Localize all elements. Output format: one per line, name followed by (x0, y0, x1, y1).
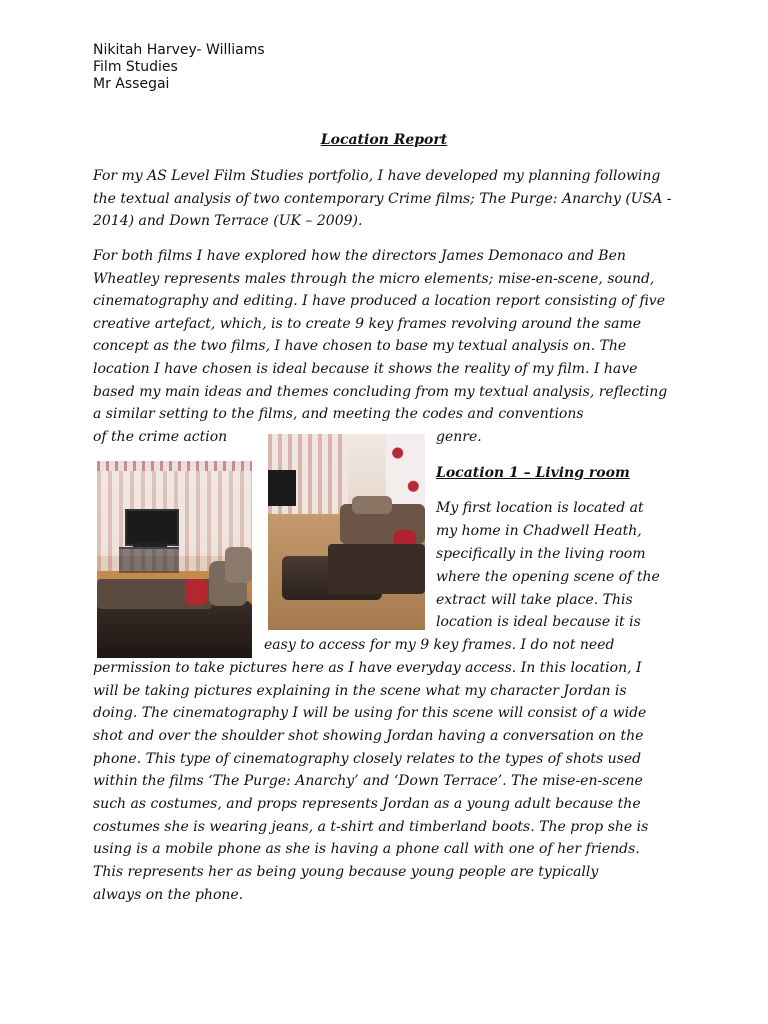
subject-name: Film Studies (93, 59, 178, 75)
text-line: This represents her as being young because young people are typically (93, 864, 599, 880)
living-room-photo-tv (97, 461, 252, 658)
text-line: phone. This type of cinematography closely relates to the types of shots used (93, 751, 642, 767)
intro-paragraph: For my AS Level Film Studies portfolio, I have developed my planning following the textual analysis of two contemporary Crime films; The Purge: Anarchy (USA - 2014) and Down Terrace (UK – 2009). (93, 168, 672, 230)
text-line: shot and over the shoulder shot showing Jordan having a conversation on the (93, 728, 644, 744)
document-header (93, 42, 265, 93)
location-1-heading: Location 1 – Living room (436, 465, 630, 481)
page-title: Location Report (320, 132, 448, 148)
text-line: permission to take pictures here as I have everyday access. In this location, I (93, 660, 642, 676)
text-line: within the films ‘The Purge: Anarchy’ and ‘Down Terrace’. The mise-en-scene (93, 773, 643, 789)
text-line: costumes she is wearing jeans, a t-shirt and timberland boots. The prop she is (93, 819, 649, 835)
text-line: My first location is located at (436, 500, 644, 516)
text-line: location is ideal because it is (436, 614, 641, 630)
directors-paragraph: For both films I have explored how the directors James Demonaco and Ben Wheatley represents males through the micro elements; mise-en-scene, sound, cinematography and editing. I have produced a location report consisting of five creative artefact, which, is to create 9 key frames revolving around the same concept as the two films, I have chosen to base my textual analysis on. The location I have chosen is ideal because it shows the reality of my film. I have based my main ideas and themes concluding from my textual analysis, reflecting a similar setting to the films, and meeting the codes and conventions (93, 248, 668, 423)
directors-paragraph-end-right: genre. (436, 429, 482, 445)
text-line: extract will take place. This (436, 592, 633, 608)
text-line: will be taking pictures explaining in the scene what my character Jordan is (93, 683, 627, 699)
living-room-photo-sofa (268, 434, 425, 630)
text-line: my home in Chadwell Heath, (436, 523, 642, 539)
text-line: specifically in the living room (436, 546, 646, 562)
text-line: using is a mobile phone as she is having a phone call with one of her friends. (93, 841, 640, 857)
text-line: always on the phone. (93, 887, 244, 903)
teacher-name: Mr Assegai (93, 76, 170, 92)
text-line: such as costumes, and props represents Jordan as a young adult because the (93, 796, 641, 812)
text-line: doing. The cinematography I will be using for this scene will consist of a wide (93, 705, 647, 721)
author-name: Nikitah Harvey- Williams (93, 42, 265, 58)
text-line: where the opening scene of the (436, 569, 660, 585)
text-line: easy to access for my 9 key frames. I do not need (264, 637, 615, 653)
directors-paragraph-end-left: of the crime action (93, 429, 228, 445)
